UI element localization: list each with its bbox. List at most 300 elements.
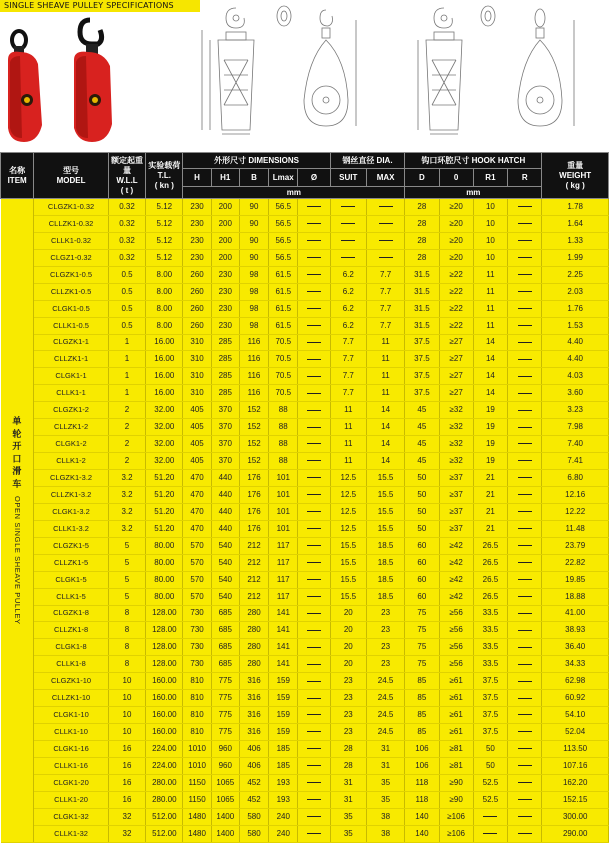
table-cell: 61.5 [269,283,298,300]
table-cell: 116 [239,334,268,351]
table-cell [298,249,330,266]
table-cell: 41.00 [542,605,609,622]
table-cell [298,402,330,419]
table-row [1,249,609,266]
dash-mark [518,714,532,715]
table-cell: 21 [473,520,507,537]
dash-mark [518,698,532,699]
table-cell: ≥61 [439,690,473,707]
table-cell: 230 [211,283,239,300]
model-cell: CLGK1-10 [34,707,109,724]
table-cell: 6.2 [330,300,366,317]
table-cell: 3.23 [542,402,609,419]
table-cell: 18.5 [366,588,404,605]
table-cell: 37.5 [473,690,507,707]
model-cell: CLGK1-0.5 [34,300,109,317]
table-row [1,199,609,216]
table-cell: 75 [405,639,439,656]
model-cell: CLGZK1-0.32 [34,199,109,216]
table-row [1,825,609,842]
table-cell: 23 [330,673,366,690]
table-cell: 106 [405,741,439,758]
table-cell: 200 [211,232,239,249]
table-cell: 52.5 [473,791,507,808]
table-cell: 3.2 [108,520,145,537]
table-cell: 70.5 [269,351,298,368]
table-cell: 1010 [183,741,211,758]
table-cell [508,757,542,774]
table-cell [508,605,542,622]
table-cell: 101 [269,486,298,503]
table-cell: 685 [211,656,239,673]
table-cell: 8 [108,622,145,639]
dash-mark [518,291,532,292]
model-cell: CLGZK1-5 [34,537,109,554]
table-cell: ≥37 [439,486,473,503]
table-cell: ≥20 [439,199,473,216]
dash-mark [518,206,532,207]
table-cell: 56.5 [269,215,298,232]
table-cell: 1065 [211,774,239,791]
table-cell: 51.20 [146,486,183,503]
table-cell: 11.48 [542,520,609,537]
dash-mark [518,494,532,495]
table-cell: 280 [239,622,268,639]
table-cell: 406 [239,741,268,758]
table-cell: 90 [239,249,268,266]
table-cell: 8.00 [146,283,183,300]
dash-mark [307,816,321,817]
table-cell: 540 [211,554,239,571]
table-cell: 160.00 [146,724,183,741]
table-cell: 152 [239,419,268,436]
table-cell: ≥27 [439,368,473,385]
table-cell: 11 [473,317,507,334]
table-cell: 152 [239,402,268,419]
table-row [1,351,609,368]
table-cell: 193 [269,774,298,791]
table-cell [508,571,542,588]
table-cell: 19.85 [542,571,609,588]
table-cell: 540 [211,537,239,554]
table-cell: 61.5 [269,317,298,334]
col-item [1,153,34,199]
table-cell: 2.03 [542,283,609,300]
table-cell: 4.40 [542,334,609,351]
table-cell: 32.00 [146,436,183,453]
table-cell [330,215,366,232]
table-cell: 35 [366,791,404,808]
table-cell: 512.00 [146,825,183,842]
dash-mark [341,257,355,258]
table-cell: ≥22 [439,317,473,334]
dash-mark [307,257,321,258]
table-cell [298,757,330,774]
table-cell: 200 [211,199,239,216]
table-cell: ≥22 [439,300,473,317]
table-cell: 230 [211,266,239,283]
dash-mark [307,545,321,546]
table-cell [298,300,330,317]
table-cell: 15.5 [366,503,404,520]
dash-mark [307,223,321,224]
table-cell: ≥20 [439,215,473,232]
table-cell: 16 [108,741,145,758]
table-cell [298,453,330,470]
item-cn-char: 轮 [12,428,22,439]
dash-mark [307,528,321,529]
col-h: H [183,169,211,187]
table-cell [508,791,542,808]
table-cell [298,741,330,758]
table-cell: ≥106 [439,825,473,842]
table-cell: 32.00 [146,402,183,419]
table-cell: 452 [239,791,268,808]
col-d: D [405,169,439,187]
table-cell: 440 [211,520,239,537]
col-group-rope: 钢丝直径 DIA. [330,153,405,169]
table-cell: 16 [108,791,145,808]
table-cell: 5 [108,571,145,588]
table-cell: 14 [366,402,404,419]
table-cell: 60.92 [542,690,609,707]
dash-mark [307,342,321,343]
table-cell: 101 [269,470,298,487]
table-cell [298,774,330,791]
table-cell: 160.00 [146,707,183,724]
table-cell [366,249,404,266]
table-cell: 12.16 [542,486,609,503]
dash-mark [307,562,321,563]
table-cell [508,741,542,758]
table-cell: 185 [269,757,298,774]
table-cell: 117 [269,571,298,588]
table-cell: 33.5 [473,605,507,622]
col-r1: R1 [473,169,507,187]
table-cell: 140 [405,808,439,825]
table-cell: 37.5 [473,724,507,741]
table-cell: 1.76 [542,300,609,317]
dash-mark [518,545,532,546]
col-wll-en: W.L.L [116,175,138,185]
table-cell: 185 [269,741,298,758]
table-cell: 26.5 [473,554,507,571]
dash-mark [518,477,532,478]
table-cell: 16 [108,774,145,791]
table-cell: 280.00 [146,791,183,808]
table-cell: 24.5 [366,690,404,707]
col-tl-unit: ( kn ) [154,180,174,190]
page-title: SINGLE SHEAVE PULLEY SPECIFICATIONS [4,1,174,10]
table-cell: 316 [239,707,268,724]
dash-mark [518,257,532,258]
table-cell: 10 [108,724,145,741]
table-cell: 56.5 [269,232,298,249]
table-cell [298,588,330,605]
table-cell: 128.00 [146,656,183,673]
model-cell: CLLZK1-2 [34,419,109,436]
table-cell: 224.00 [146,741,183,758]
dash-mark [518,443,532,444]
table-cell: 212 [239,537,268,554]
table-cell: 7.7 [366,317,404,334]
col-weight-unit: ( kg ) [565,180,585,190]
table-row [1,503,609,520]
table-row [1,368,609,385]
table-cell: 11 [473,300,507,317]
table-cell: 45 [405,453,439,470]
dash-mark [307,274,321,275]
table-cell: 310 [183,368,211,385]
dash-mark [307,630,321,631]
table-cell: 26.5 [473,588,507,605]
table-cell: ≥56 [439,656,473,673]
table-cell: 775 [211,724,239,741]
table-cell [298,419,330,436]
dash-mark [307,799,321,800]
dash-mark [307,664,321,665]
dash-mark [483,833,497,834]
model-cell: CLLZK1-0.5 [34,283,109,300]
table-cell: 11 [330,402,366,419]
table-cell: 152 [239,453,268,470]
table-cell: 570 [183,571,211,588]
table-cell: 61.5 [269,300,298,317]
table-cell [298,808,330,825]
table-cell: 730 [183,639,211,656]
table-cell: 26.5 [473,537,507,554]
table-cell: 1150 [183,791,211,808]
table-cell [298,673,330,690]
dash-mark [518,562,532,563]
model-cell: CLGK1-3.2 [34,503,109,520]
table-cell: 37.5 [405,368,439,385]
table-cell: 85 [405,673,439,690]
table-cell: 370 [211,453,239,470]
table-cell: 33.5 [473,622,507,639]
table-cell: 52.5 [473,774,507,791]
dash-mark [518,833,532,834]
table-cell: 230 [183,249,211,266]
table-cell [508,351,542,368]
col-tl [146,153,183,199]
table-cell: 176 [239,470,268,487]
table-cell: 14 [366,436,404,453]
table-cell: 11 [473,266,507,283]
table-cell: ≥81 [439,757,473,774]
table-cell: 18.5 [366,571,404,588]
table-row [1,232,609,249]
model-cell: CLLZK1-3.2 [34,486,109,503]
dash-mark [307,511,321,512]
table-row [1,690,609,707]
table-cell: 10 [473,232,507,249]
table-cell: 60 [405,588,439,605]
table-cell: 775 [211,690,239,707]
model-cell: CLLZK1-10 [34,690,109,707]
dash-mark [307,494,321,495]
table-cell [298,436,330,453]
table-cell [508,199,542,216]
table-cell: 37.5 [405,334,439,351]
dash-mark [518,765,532,766]
table-cell: 7.7 [330,385,366,402]
dash-mark [379,257,393,258]
col-item-cn: 名称 [9,165,26,175]
table-cell: 116 [239,368,268,385]
table-cell: 7.7 [330,368,366,385]
table-cell [298,622,330,639]
dash-mark [307,782,321,783]
model-cell: CLLK1-0.5 [34,317,109,334]
table-cell: 1.99 [542,249,609,266]
table-cell: 512.00 [146,808,183,825]
col-model-cn: 型号 [63,165,80,175]
table-cell: 31 [330,774,366,791]
table-cell: 80.00 [146,537,183,554]
table-row [1,300,609,317]
table-cell: 31 [366,741,404,758]
table-cell: 405 [183,402,211,419]
table-cell: 118 [405,774,439,791]
table-cell: 31 [330,791,366,808]
table-cell: 10 [108,673,145,690]
model-cell: CLLK1-16 [34,757,109,774]
model-cell: CLLK1-5 [34,588,109,605]
table-cell [298,317,330,334]
dash-mark [307,698,321,699]
dash-mark [307,460,321,461]
table-cell: 33.5 [473,639,507,656]
table-cell: 810 [183,724,211,741]
table-cell: 34.33 [542,656,609,673]
table-row [1,317,609,334]
table-cell: 26.5 [473,571,507,588]
table-cell: 98 [239,317,268,334]
dash-mark [307,427,321,428]
table-cell: ≥32 [439,436,473,453]
table-cell [298,571,330,588]
table-cell: 90 [239,199,268,216]
table-cell: 370 [211,402,239,419]
table-cell [298,605,330,622]
table-cell: 28 [330,757,366,774]
table-cell: 16 [108,757,145,774]
col-o: 0 [439,169,473,187]
table-cell: ≥90 [439,774,473,791]
dash-mark [518,511,532,512]
table-cell: 15.5 [330,588,366,605]
col-group-hook: 钩口环腔尺寸 HOOK HATCH [405,153,542,169]
table-cell: 18.88 [542,588,609,605]
table-cell: 141 [269,605,298,622]
table-cell [508,656,542,673]
table-cell: 31.5 [405,300,439,317]
table-cell: 60 [405,537,439,554]
table-cell: 106 [405,757,439,774]
table-cell: 6.2 [330,317,366,334]
dash-mark [341,206,355,207]
item-cn-char: 车 [12,478,22,489]
table-cell: 32 [108,825,145,842]
table-cell: 310 [183,334,211,351]
model-cell: CLLK1-1 [34,385,109,402]
table-cell: 90 [239,232,268,249]
table-cell: 470 [183,470,211,487]
dash-mark [518,782,532,783]
table-cell: ≥56 [439,622,473,639]
table-cell: 5 [108,537,145,554]
table-cell [366,199,404,216]
table-cell: 1010 [183,757,211,774]
dash-mark [518,308,532,309]
table-cell: 16.00 [146,385,183,402]
dash-mark [307,308,321,309]
col-suit: SUIT [330,169,366,187]
table-cell [508,825,542,842]
table-cell: 21 [473,486,507,503]
dash-mark [307,477,321,478]
table-cell: 280.00 [146,774,183,791]
table-cell: 28 [405,199,439,216]
table-cell: ≥42 [439,554,473,571]
table-cell: 685 [211,605,239,622]
table-cell: 19 [473,419,507,436]
table-cell: 24.5 [366,673,404,690]
table-cell: 685 [211,639,239,656]
table-cell: 0.32 [108,249,145,266]
table-cell: 1400 [211,825,239,842]
table-cell [508,283,542,300]
table-cell: 32.00 [146,453,183,470]
table-cell: 70.5 [269,334,298,351]
table-cell: 2 [108,453,145,470]
dash-mark [518,359,532,360]
dash-mark [307,748,321,749]
table-cell: 7.98 [542,419,609,436]
table-cell: 23 [330,724,366,741]
table-cell: 580 [239,825,268,842]
col-lmax: Lmax [269,169,298,187]
table-row [1,537,609,554]
table-cell: 540 [211,571,239,588]
dash-mark [341,240,355,241]
table-cell [366,232,404,249]
table-row [1,707,609,724]
table-cell: 50 [405,486,439,503]
model-cell: CLGK1-20 [34,774,109,791]
table-cell: 200 [211,249,239,266]
table-cell: 10 [108,690,145,707]
table-cell [298,690,330,707]
table-cell: 85 [405,690,439,707]
table-cell: 810 [183,707,211,724]
table-cell: 7.7 [330,334,366,351]
dash-mark [307,359,321,360]
dash-mark [379,206,393,207]
table-cell [298,334,330,351]
red-pulley-hook [74,20,112,142]
dash-mark [341,223,355,224]
table-cell: 1.78 [542,199,609,216]
table-cell: ≥90 [439,791,473,808]
table-cell: 10 [473,215,507,232]
dash-mark [307,613,321,614]
table-cell: 35 [330,825,366,842]
table-cell: 152 [239,436,268,453]
model-cell: CLLK1-2 [34,453,109,470]
table-cell [298,656,330,673]
